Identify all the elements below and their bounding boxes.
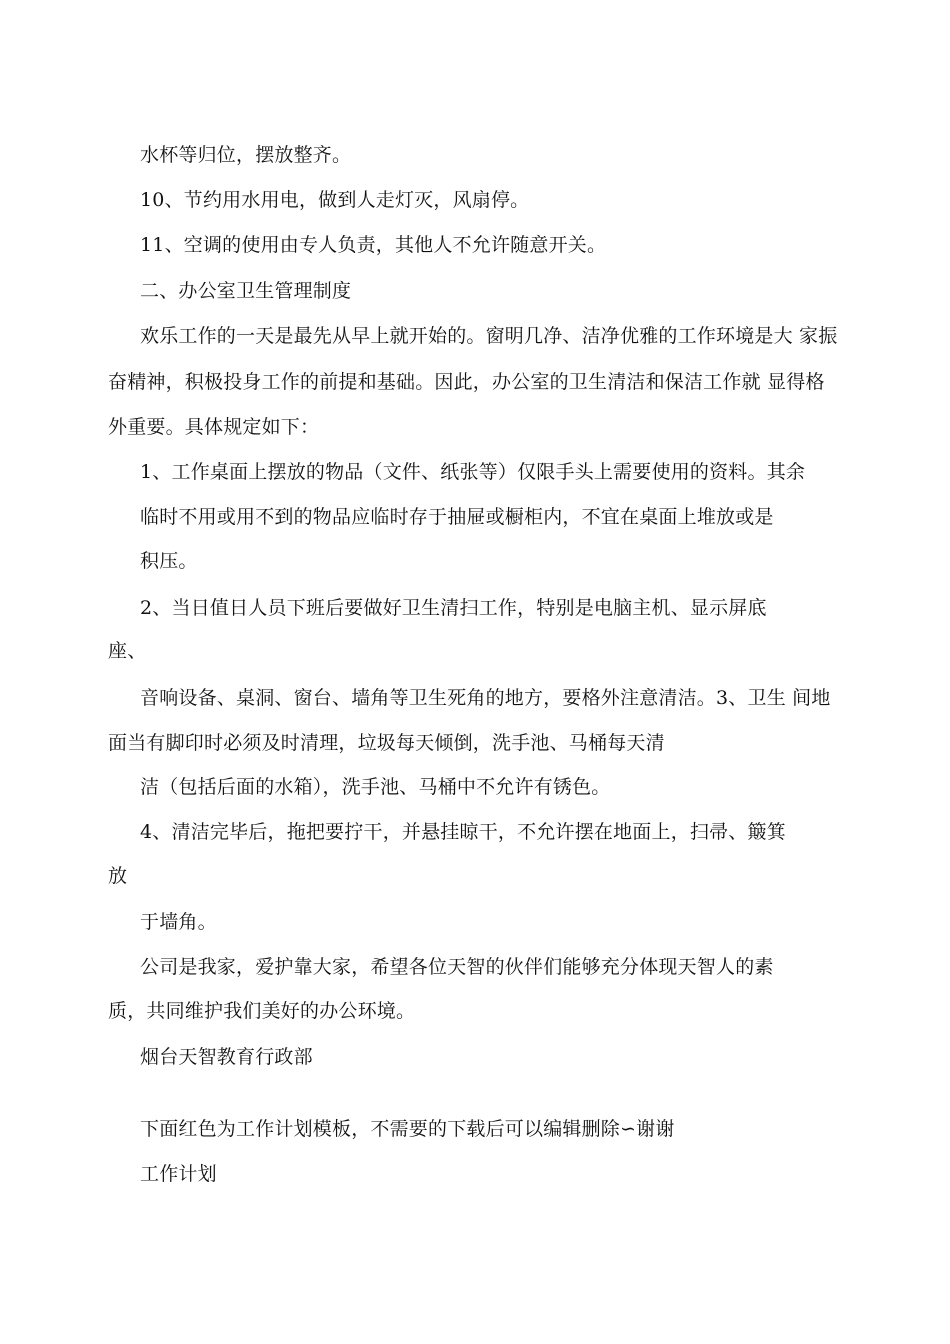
text-line: 音响设备、桌洞、窗台、墙角等卫生死角的地方，要格外注意清洁。3、卫生 间地 [140, 687, 831, 709]
text-line: 下面红色为工作计划模板，不需要的下载后可以编辑删除∽谢谢 [140, 1118, 675, 1140]
text-line: 积压。 [140, 550, 198, 572]
text-line: 4、清洁完毕后，拖把要拧干，并悬挂晾干，不允许摆在地面上，扫帚、簸箕 [140, 821, 786, 843]
section-heading: 二、办公室卫生管理制度 [140, 280, 352, 302]
text-line: 于墙角。 [140, 911, 217, 933]
text-line: 面当有脚印时必须及时清理，垃圾每天倾倒，洗手池、马桶每天清 [108, 732, 665, 754]
text-line: 奋精神，积极投身工作的前提和基础。因此，办公室的卫生清洁和保洁工作就 显得格 [108, 371, 825, 393]
text-line: 质，共同维护我们美好的办公环境。 [108, 1000, 416, 1022]
text-line: 放 [108, 865, 128, 887]
text-line: 1、工作桌面上摆放的物品（文件、纸张等）仅限手头上需要使用的资料。其余 [140, 461, 806, 483]
section-heading: 工作计划 [140, 1163, 217, 1185]
text-line: 座、 [108, 640, 147, 662]
text-line: 临时不用或用不到的物品应临时存于抽屉或橱柜内，不宜在桌面上堆放或是 [140, 506, 774, 528]
text-line: 2、当日值日人员下班后要做好卫生清扫工作，特别是电脑主机、显示屏底 [140, 597, 767, 619]
text-line: 11、空调的使用由专人负责，其他人不允许随意开关。 [140, 234, 607, 256]
signature-line: 烟台天智教育行政部 [140, 1046, 313, 1068]
text-line: 水杯等归位，摆放整齐。 [140, 144, 352, 166]
text-line: 公司是我家，爱护靠大家，希望各位天智的伙伴们能够充分体现天智人的素 [140, 956, 774, 978]
text-line: 外重要。具体规定如下： [108, 416, 320, 438]
text-line: 欢乐工作的一天是最先从早上就开始的。窗明几净、洁净优雅的工作环境是大 家振 [140, 325, 838, 347]
text-line: 洁（包括后面的水箱），洗手池、马桶中不允许有锈色。 [140, 776, 611, 798]
text-line: 10、节约用水用电，做到人走灯灭，风扇停。 [140, 189, 530, 211]
